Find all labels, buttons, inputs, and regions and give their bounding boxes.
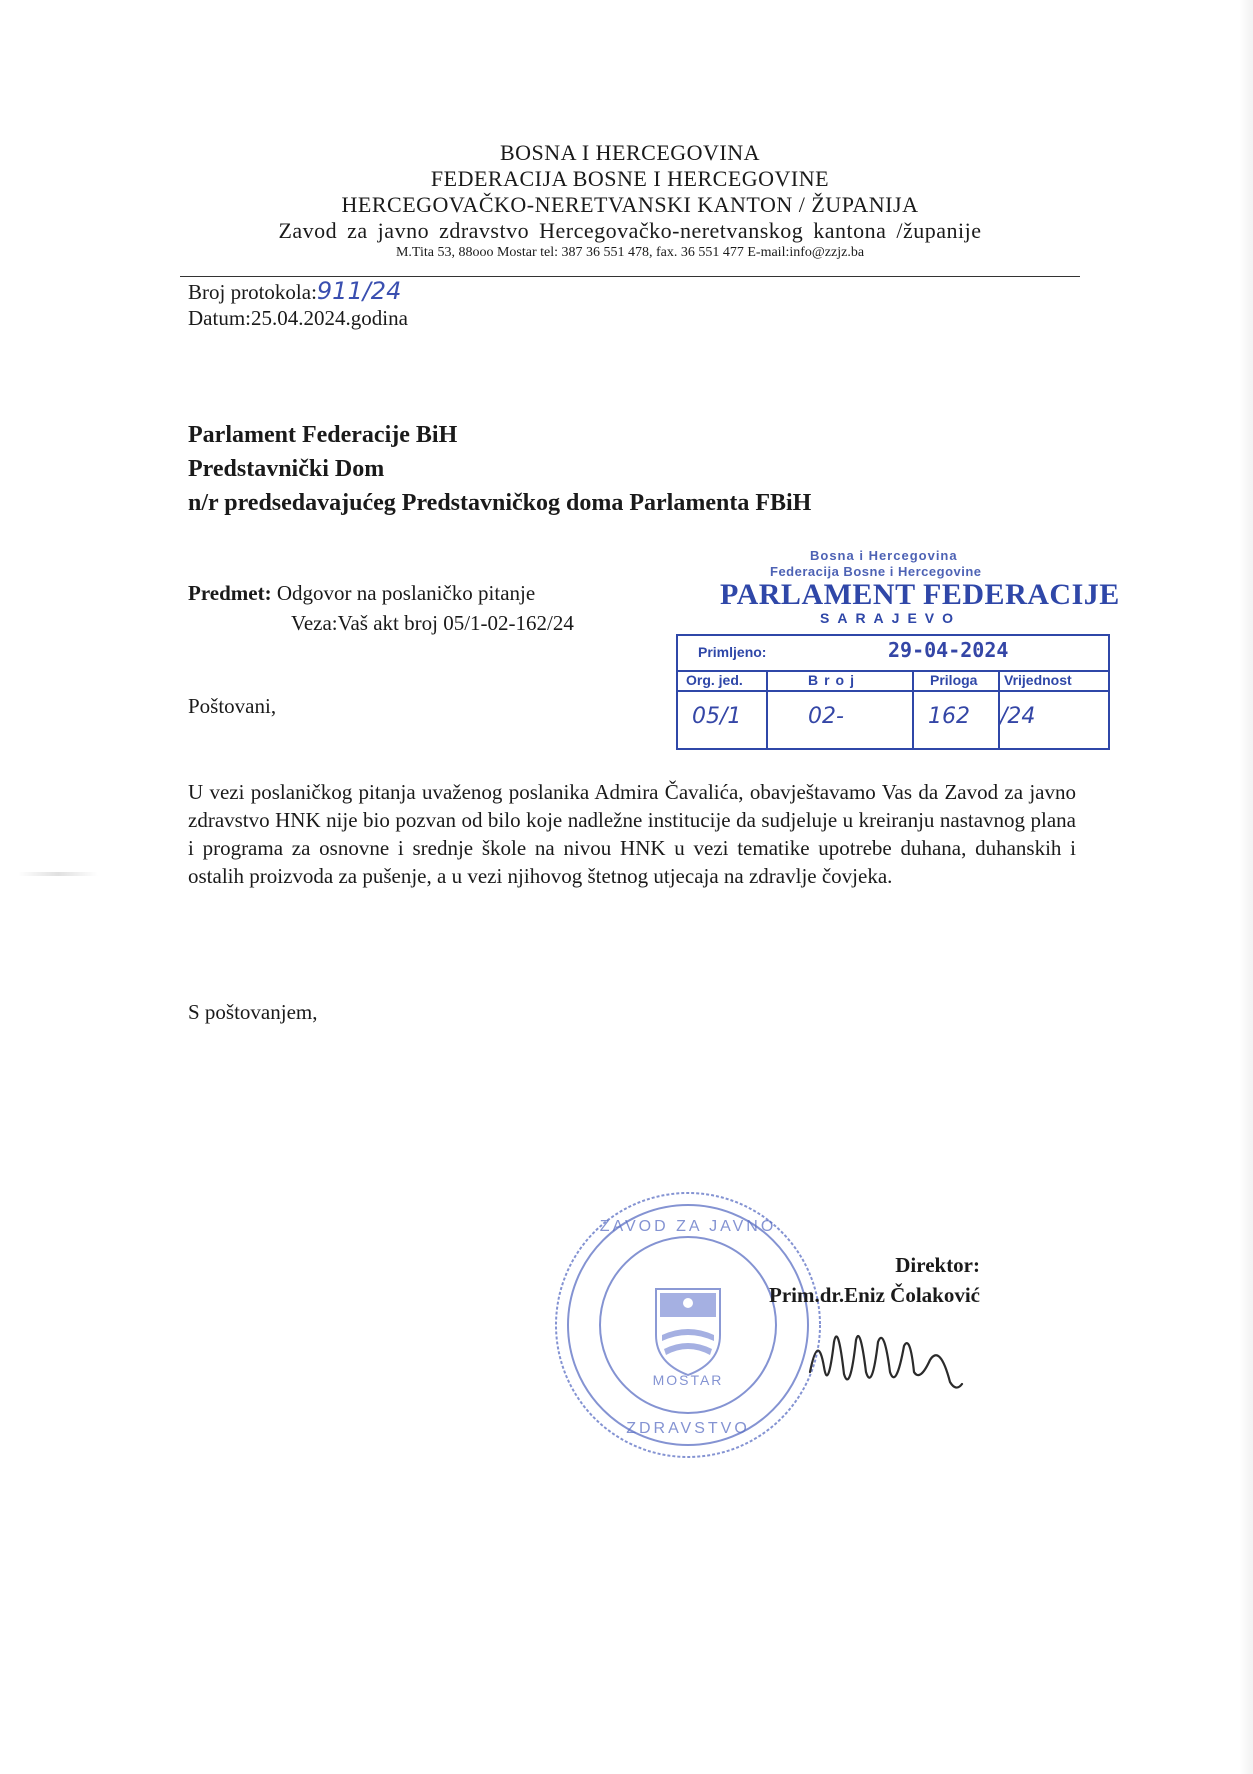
signer-name: Prim.dr.Eniz Čolaković	[769, 1283, 980, 1307]
stamp-country: Bosna i Hercegovina	[810, 548, 958, 563]
subject-text: Odgovor na poslaničko pitanje	[271, 581, 536, 605]
scan-artifact	[18, 872, 98, 876]
subject-reference: Veza:Vaš akt broj 05/1-02-162/24	[291, 611, 574, 635]
stamp-city: SARAJEVO	[820, 610, 962, 626]
salutation: Poštovani,	[188, 694, 277, 718]
svg-text:ZDRAVSTVO: ZDRAVSTVO	[626, 1420, 750, 1437]
stamp-broj-value: 02-	[808, 704, 844, 729]
stamp-vrijednost-value: /24	[1000, 704, 1036, 729]
recipient-line-3: n/r predsedavajućeg Predstavničkog doma Parlamenta FBiH	[188, 490, 812, 516]
header-contacts: M.Tita 53, 88ooo Mostar tel: 387 36 551 478, fax. 36 551 477 E-mail:info@zzjz.ba	[395, 245, 865, 260]
subject-line	[188, 578, 574, 608]
header-institute: Zavod za javno zdravstvo Hercegovačko-neretvanskog kantona /županije	[278, 218, 982, 243]
stamp-col-divider	[912, 670, 914, 748]
protocol-number-value: 911/24	[316, 277, 402, 305]
stamp-col-priloga: Priloga	[930, 672, 978, 688]
stamp-parliament: PARLAMENT FEDERACIJE	[720, 578, 1120, 611]
stamp-row-divider	[678, 690, 1108, 692]
handwritten-signature	[800, 1312, 970, 1407]
subject-block	[188, 578, 574, 638]
header-canton: HERCEGOVAČKO-NERETVANSKI KANTON / ŽUPANIJA	[341, 192, 919, 217]
stamp-col-vrijednost: Vrijednost	[1004, 672, 1072, 688]
subject-label: Predmet:	[188, 581, 272, 605]
stamp-federation: Federacija Bosne i Hercegovine	[770, 564, 982, 579]
svg-text:MOSTAR: MOSTAR	[652, 1372, 724, 1388]
protocol-date	[188, 305, 408, 331]
stamp-org-value: 05/1	[692, 704, 742, 729]
scan-edge-shadow	[1239, 0, 1253, 1774]
recipient-line-2: Predstavnički Dom	[188, 456, 385, 482]
protocol-number	[188, 278, 408, 305]
recipient-block	[188, 418, 811, 520]
stamp-col-divider	[766, 670, 768, 748]
received-stamp	[670, 548, 1120, 758]
stamp-received-date: 29-04-2024	[888, 638, 1009, 662]
protocol-number-label: Broj protokola:	[188, 280, 317, 304]
signer-block	[740, 1250, 980, 1310]
stamp-col-broj: Broj	[808, 672, 860, 688]
protocol-block	[188, 278, 408, 331]
header-country: BOSNA I HERCEGOVINA	[499, 140, 761, 165]
svg-text:ZAVOD ZA JAVNO: ZAVOD ZA JAVNO	[599, 1218, 777, 1235]
recipient-line-1: Parlament Federacije BiH	[188, 422, 458, 448]
letterhead	[260, 140, 1000, 261]
stamp-received-label: Primljeno:	[698, 644, 767, 660]
protocol-date-suffix: godina	[350, 306, 408, 330]
letterhead-divider	[180, 276, 1080, 277]
header-federation: FEDERACIJA BOSNE I HERCEGOVINE	[430, 166, 830, 191]
institution-seal	[548, 1185, 828, 1465]
stamp-registry-table	[676, 634, 1110, 750]
closing: S poštovanjem,	[188, 1000, 318, 1024]
stamp-col-org: Org. jed.	[686, 672, 743, 688]
stamp-priloga-value: 162	[928, 704, 970, 729]
letter-body: U vezi poslaničkog pitanja uvaženog poslanika Admira Čavalića, obavještavamo Vas da Zavod za javno zdravstvo HNK nije bio pozvan od bilo koje nadležne institucije da sudjeluje u kreiranju nastavnog plana i programa za osnovne i srednje škole na nivou HNK u vezi tematike upotrebe duhana, duhanskih i ostalih proizvoda za pušenje, a u vezi njihovog štetnog utjecaja na zdravlje čovjeka.	[188, 780, 1076, 888]
protocol-date-label: Datum:25.04.2024.	[188, 306, 351, 330]
signer-title: Direktor:	[895, 1253, 980, 1277]
